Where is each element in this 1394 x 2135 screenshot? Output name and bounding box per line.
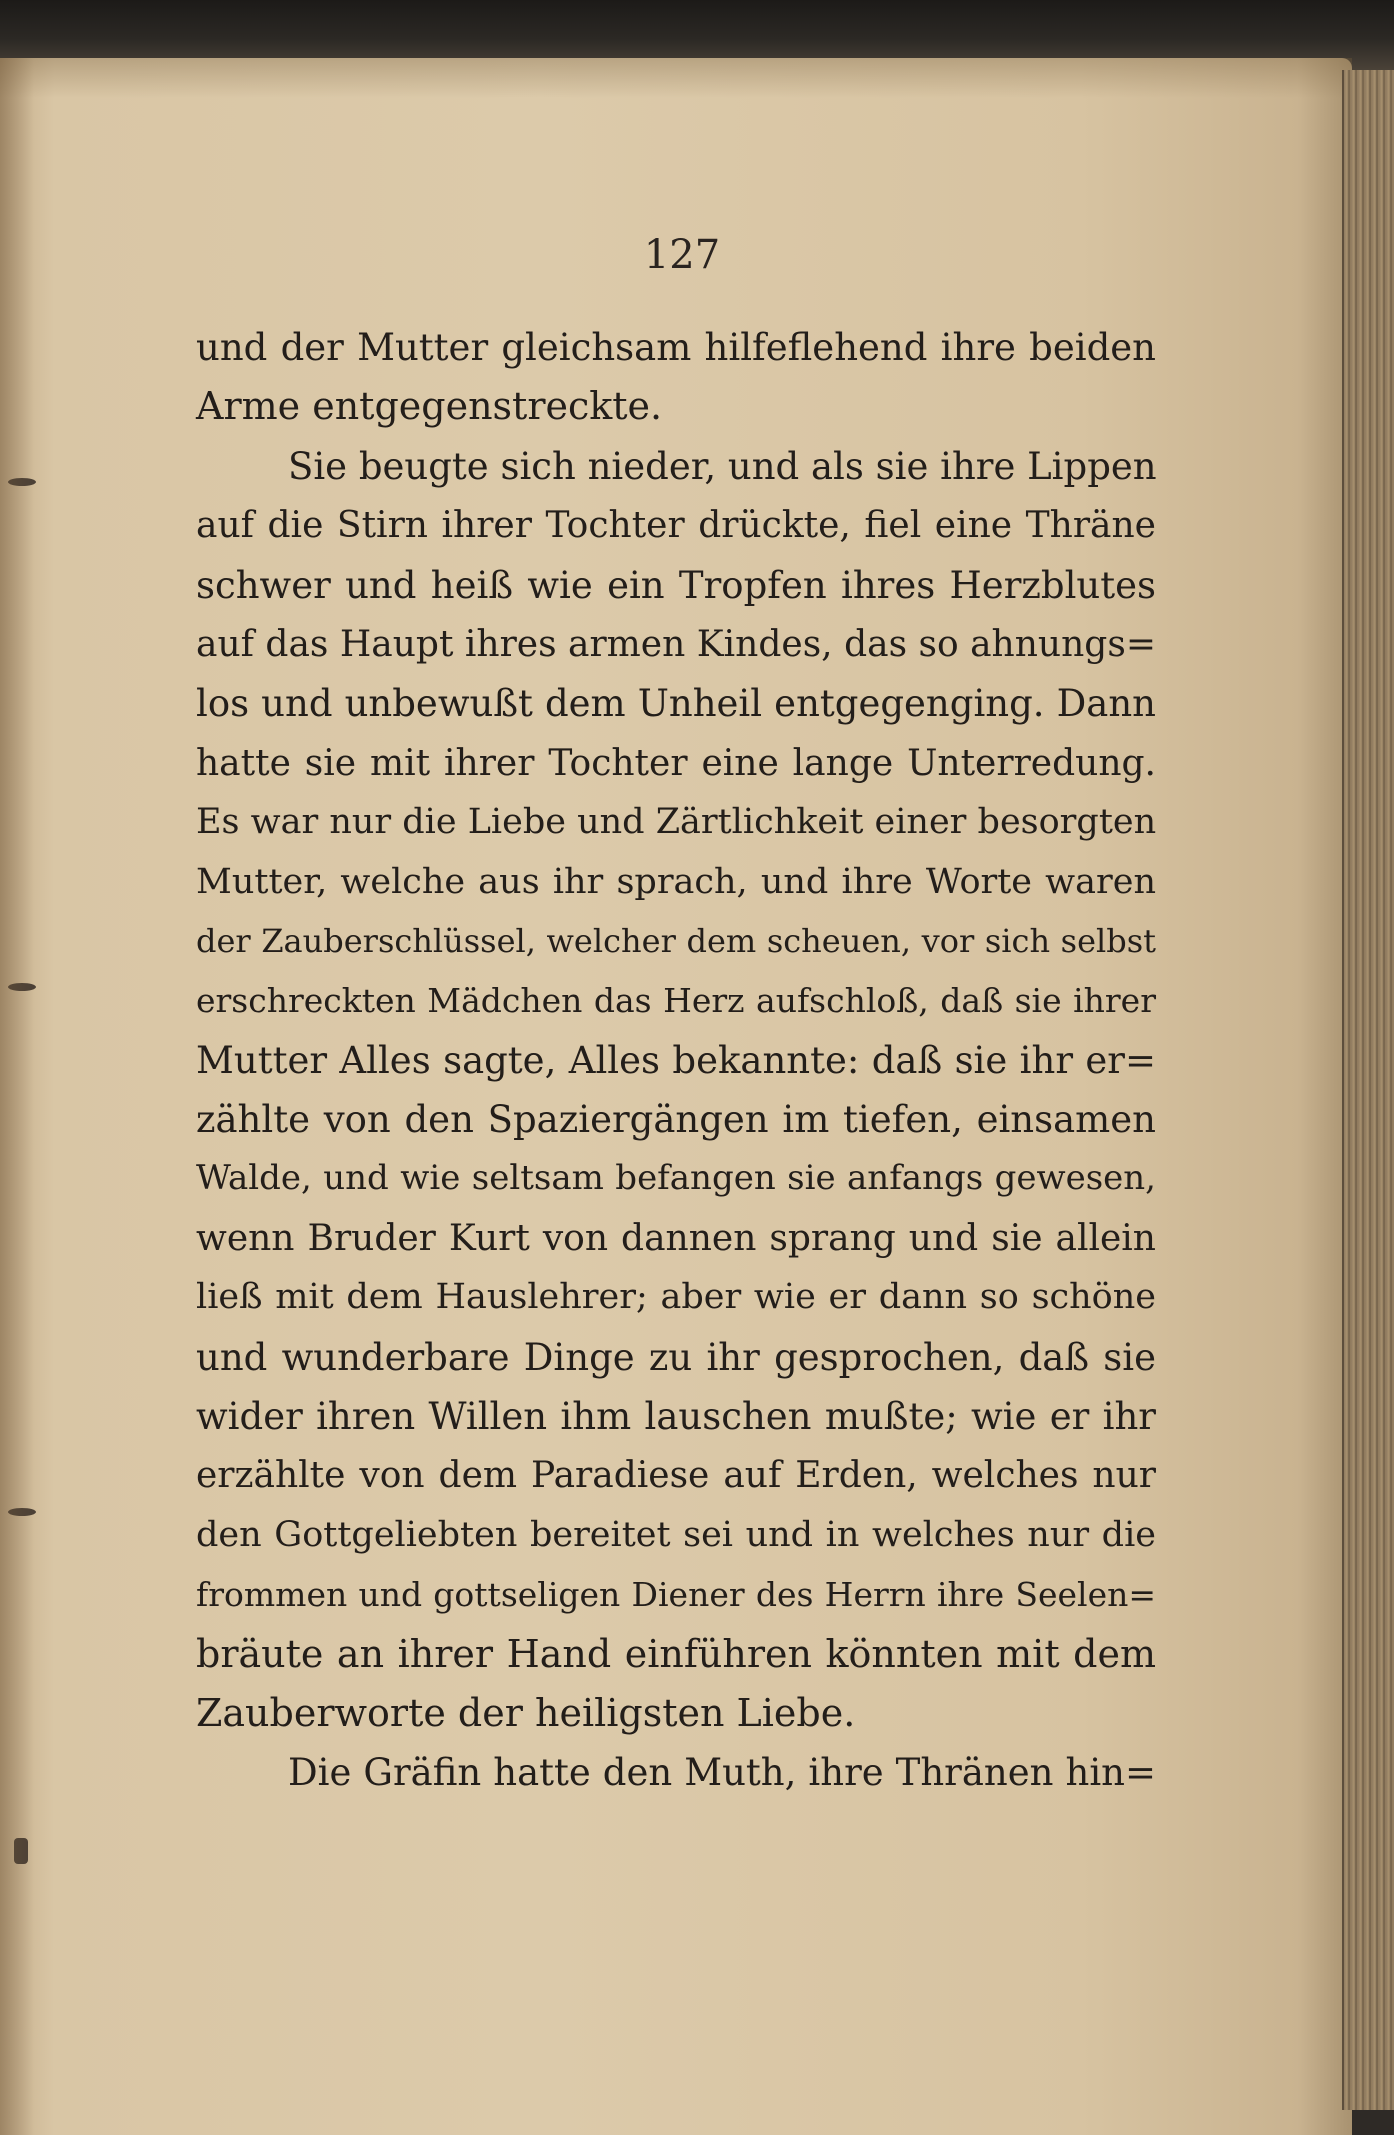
text-line: Mutter Alles sagte, Alles bekannte: daß sie ihr er= (196, 1038, 1156, 1082)
text-line: und der Mutter gleichsam hilfeflehend ihre beiden (196, 326, 1156, 369)
binding-mark (14, 1838, 28, 1864)
page-stack-edge (1342, 70, 1394, 2110)
binding-mark (8, 478, 36, 486)
text-line: Die Gräfin hatte den Muth, ihre Thränen hin= (288, 1751, 1156, 1795)
text-line: der Zauberschlüssel, welcher dem scheuen, vor sich selbst (196, 921, 1156, 960)
binding-mark (8, 1508, 36, 1516)
page-number: 127 (643, 232, 721, 278)
text-line: auf die Stirn ihrer Tochter drückte, fiel eine Thräne (196, 505, 1156, 547)
text-line: und wunderbare Dinge zu ihr gesprochen, daß sie (196, 1335, 1156, 1379)
text-line: Sie beugte sich nieder, und als sie ihre Lippen (288, 444, 1157, 488)
text-line: Walde, und wie seltsam befangen sie anfangs gewesen, (196, 1158, 1156, 1199)
text-line: den Gottgeliebten bereitet sei und in welches nur die (196, 1514, 1156, 1555)
text-line: bräute an ihrer Hand einführen könnten mit dem (196, 1631, 1156, 1676)
body-text (196, 318, 1156, 1803)
text-line: erzählte von dem Paradiese auf Erden, welches nur (196, 1455, 1156, 1497)
text-line: zählte von den Spaziergängen im tiefen, einsamen (196, 1098, 1156, 1142)
text-line: ließ mit dem Hauslehrer; aber wie er dann so schöne (196, 1277, 1156, 1318)
text-line: auf das Haupt ihres armen Kindes, das so ahnungs= (196, 623, 1156, 665)
text-line: Mutter, welche aus ihr sprach, und ihre Worte waren (196, 861, 1156, 902)
text-line: los und unbewußt dem Unheil entgegenging. Dann (196, 682, 1156, 726)
text-line: wenn Bruder Kurt von dannen sprang und sie allein (196, 1217, 1156, 1259)
text-line: hatte sie mit ihrer Tochter eine lange Unterredung. (196, 742, 1156, 784)
text-line: Es war nur die Liebe und Zärtlichkeit einer besorgten (196, 802, 1157, 843)
text-line: Arme entgegenstreckte. (196, 384, 663, 429)
text-line: schwer und heiß wie ein Tropfen ihres Herzblutes (196, 563, 1156, 607)
text-line: Zauberworte der heiligsten Liebe. (196, 1690, 856, 1735)
text-line: wider ihren Willen ihm lauschen mußte; wie er ihr (196, 1395, 1156, 1439)
binding-mark (8, 983, 36, 991)
text-line: frommen und gottseligen Diener des Herrn ihre Seelen= (196, 1575, 1156, 1615)
text-line: erschreckten Mädchen das Herz aufschloß, daß sie ihrer (196, 981, 1156, 1021)
